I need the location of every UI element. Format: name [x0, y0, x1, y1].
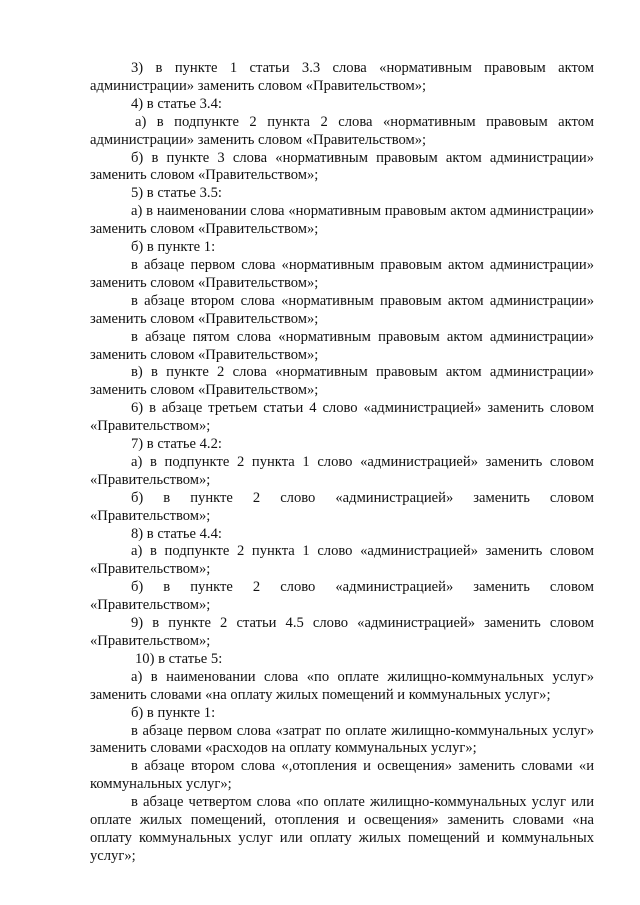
paragraph: в абзаце первом слова «затрат по оплате жилищно-коммунальных услуг» заменить словами «расходов на оплату коммунальных услуг»;	[90, 722, 594, 757]
paragraph: 8) в статье 4.4:	[131, 525, 222, 542]
paragraph: 7) в статье 4.2:	[131, 436, 222, 453]
paragraph: б) в пункте 2 слово «администрацией» заменить словом «Правительством»;	[90, 579, 594, 614]
paragraph: а) в подпункте 2 пункта 1 слово «администрацией» заменить словом «Правительством»;	[90, 453, 594, 488]
paragraph: а) в подпункте 2 пункта 1 слово «администрацией» заменить словом «Правительством»;	[90, 543, 594, 578]
paragraph: 5) в статье 3.5:	[131, 185, 222, 202]
paragraph: а) в подпункте 2 пункта 2 слова «нормативным правовым актом администрации» заменить словом «Правительством»;	[90, 113, 594, 148]
paragraph: 6) в абзаце третьем статьи 4 слово «администрацией» заменить словом «Правительством»;	[90, 400, 594, 435]
paragraph: в абзаце четвертом слова «по оплате жилищно-коммунальных услуг или оплате жилых помещений, отопления и освещения» заменить словами «на оплату коммунальных услуг или оплату жилых помещений и коммунальных услуг»;	[90, 794, 594, 864]
paragraph: в абзаце первом слова «нормативным правовым актом администрации» заменить словом «Правительством»;	[90, 256, 594, 291]
paragraph: 3) в пункте 1 статьи 3.3 слова «нормативным правовым актом администрации» заменить словом «Правительством»;	[90, 60, 594, 94]
paragraph: в абзаце втором слова «нормативным правовым актом администрации» заменить словом «Правительством»;	[90, 292, 594, 327]
paragraph: в абзаце пятом слова «нормативным правовым актом администрации» заменить словом «Правительством»;	[90, 328, 594, 363]
paragraph: 4) в статье 3.4:	[131, 95, 222, 112]
paragraph: б) в пункте 2 слово «администрацией» заменить словом «Правительством»;	[90, 489, 594, 524]
paragraph: б) в пункте 1:	[131, 239, 216, 256]
paragraph: 9) в пункте 2 статьи 4.5 слово «администрацией» заменить словом «Правительством»;	[90, 615, 594, 649]
paragraph: б) в пункте 3 слова «нормативным правовым актом администрации» заменить словом «Правительством»;	[90, 149, 594, 184]
paragraph: а) в наименовании слова «по оплате жилищно-коммунальных услуг» заменить словами «на оплату жилых помещений и коммунальных услуг»;	[90, 668, 594, 703]
paragraph: в абзаце втором слова «,отопления и освещения» заменить словами «и коммунальных услуг»;	[90, 758, 594, 793]
paragraph: в) в пункте 2 слова «нормативным правовым актом администрации» заменить словом «Правительством»;	[90, 364, 594, 399]
paragraph: а) в наименовании слова «нормативным правовым актом администрации» заменить словом «Правительством»;	[90, 203, 594, 238]
paragraph: 10) в статье 5:	[135, 650, 223, 667]
paragraph: б) в пункте 1:	[131, 704, 216, 721]
